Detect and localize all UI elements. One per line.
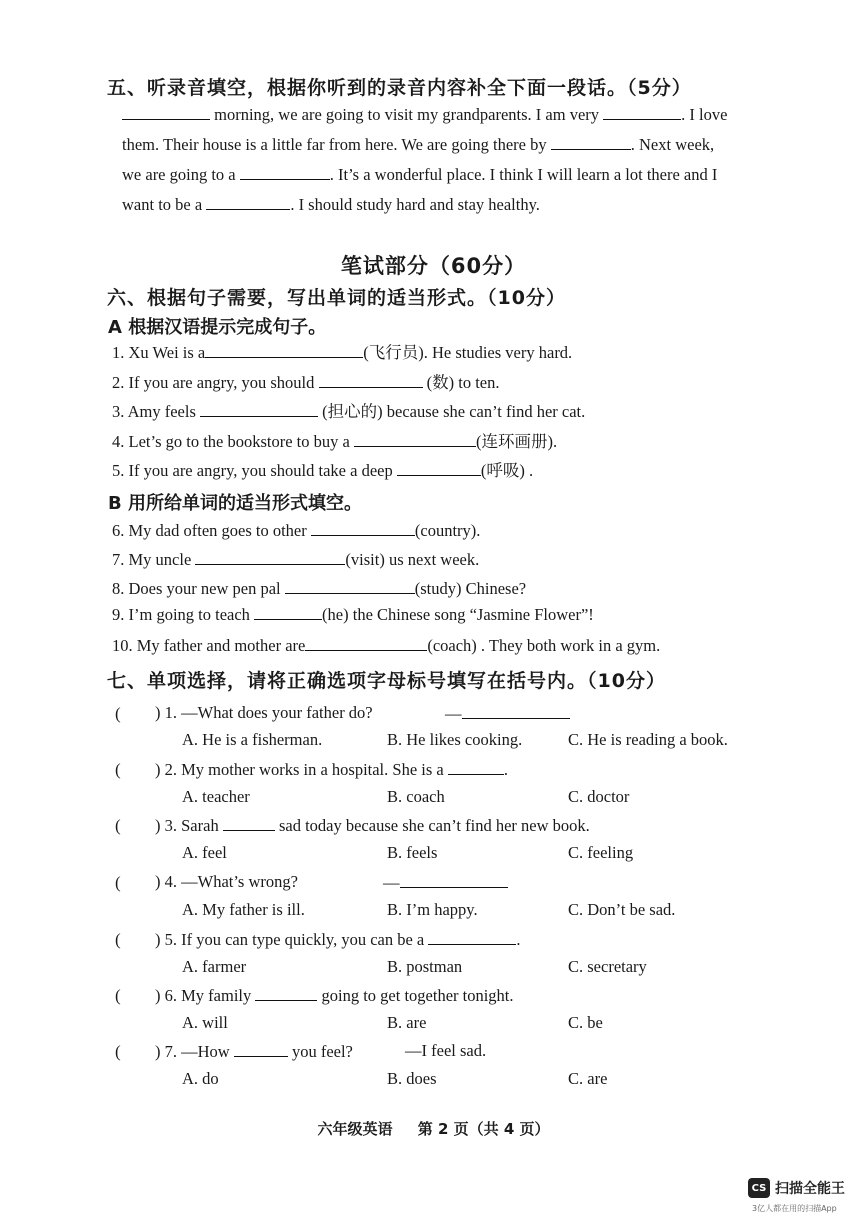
answer-blank[interactable] xyxy=(311,520,415,536)
answer-blank[interactable] xyxy=(551,134,631,150)
answer-blank[interactable] xyxy=(603,104,681,120)
answer-blank[interactable] xyxy=(400,872,508,888)
question-text: (coach) . They both work in a gym. xyxy=(427,636,661,655)
question-text: 10. My father and mother are xyxy=(112,636,306,655)
answer-blank[interactable] xyxy=(354,431,476,447)
question-text: ) 3. Sarah xyxy=(155,816,219,835)
answer-blank[interactable] xyxy=(223,815,275,831)
passage-text: . Next week, xyxy=(630,135,715,154)
option-a[interactable]: A. will xyxy=(182,1013,228,1032)
option-c[interactable]: C. are xyxy=(568,1069,608,1088)
question-text: going to get together tonight. xyxy=(321,986,514,1005)
section-5-line-4 xyxy=(122,194,540,215)
option-b[interactable]: B. coach xyxy=(387,787,445,806)
question-text: ) 7. —How xyxy=(155,1042,230,1061)
answer-blank[interactable] xyxy=(255,985,317,1001)
passage-text: morning, we are going to visit my grandparents. I am very xyxy=(214,105,600,124)
option-b[interactable]: B. feels xyxy=(387,843,438,862)
section-6-heading: 六、根据句子需要，写出单词的适当形式。（10分） xyxy=(107,287,566,309)
mcq-5 xyxy=(155,929,521,950)
option-c[interactable]: C. doctor xyxy=(568,787,630,806)
answer-blank[interactable] xyxy=(234,1041,288,1057)
answer-blank[interactable] xyxy=(462,703,570,719)
option-c[interactable]: C. feeling xyxy=(568,843,634,862)
question-text: (飞行员). He studies very hard. xyxy=(363,343,573,362)
question-text: . xyxy=(516,930,521,949)
answer-blank[interactable] xyxy=(200,401,318,417)
dash-text: — xyxy=(383,873,400,892)
question-a3 xyxy=(112,401,585,422)
question-a2 xyxy=(112,372,500,393)
written-part-title: 笔试部分（60分） xyxy=(340,254,527,278)
question-text: (country). xyxy=(414,521,481,540)
option-a[interactable]: A. My father is ill. xyxy=(182,900,305,919)
answer-paren[interactable]: ( xyxy=(115,816,121,835)
option-c[interactable]: C. Don’t be sad. xyxy=(568,900,676,919)
question-a4 xyxy=(112,431,557,452)
section-5-heading: 五、听录音填空，根据你听到的录音内容补全下面一段话。（5分） xyxy=(107,77,692,99)
answer-blank[interactable] xyxy=(428,929,516,945)
mcq-1 xyxy=(155,703,373,723)
section-5-line-1 xyxy=(122,104,727,125)
question-text: (数) to ten. xyxy=(426,373,500,392)
question-text: you feel? xyxy=(291,1042,353,1061)
answer-blank[interactable] xyxy=(254,604,322,620)
question-text: 8. Does your new pen pal xyxy=(112,579,281,598)
part-a-heading: A 根据汉语提示完成句子。 xyxy=(108,317,327,338)
question-text: (visit) us next week. xyxy=(345,550,480,569)
passage-text: we are going to a xyxy=(122,165,236,184)
option-b[interactable]: B. I’m happy. xyxy=(387,900,478,919)
passage-text: . I love xyxy=(681,105,728,124)
question-b7 xyxy=(112,549,479,570)
option-a[interactable]: A. teacher xyxy=(182,787,250,806)
section-5-line-3 xyxy=(122,164,717,185)
answer-blank[interactable] xyxy=(122,104,210,120)
question-text: (study) Chinese? xyxy=(414,579,527,598)
question-text: 7. My uncle xyxy=(112,550,192,569)
option-a[interactable]: A. do xyxy=(182,1069,219,1088)
camscanner-logo-icon: CS xyxy=(748,1178,770,1198)
question-b6 xyxy=(112,520,480,541)
question-text: ) 4. —What’s wrong? xyxy=(155,872,298,891)
answer-paren[interactable]: ( xyxy=(115,873,121,892)
option-b[interactable]: B. are xyxy=(387,1013,427,1032)
question-text: ) 5. If you can type quickly, you can be a xyxy=(155,930,425,949)
passage-text: . It’s a wonderful place. I think I will learn a lot there and I xyxy=(329,165,718,184)
question-text: 3. Amy feels xyxy=(112,402,196,421)
option-a[interactable]: A. He is a fisherman. xyxy=(182,730,323,749)
question-b8 xyxy=(112,578,526,599)
mcq-6 xyxy=(155,985,514,1006)
question-b9 xyxy=(112,604,594,625)
question-text: (担心的) because she can’t find her cat. xyxy=(322,402,586,421)
question-text: 5. If you are angry, you should take a deep xyxy=(112,461,393,480)
answer-blank[interactable] xyxy=(305,635,427,651)
watermark-tagline: 3亿人都在用的扫描App xyxy=(752,1204,837,1213)
answer-paren[interactable]: ( xyxy=(115,760,121,779)
question-text: ) 6. My family xyxy=(155,986,252,1005)
passage-text: them. Their house is a little far from here. We are going there by xyxy=(122,135,547,154)
question-b10 xyxy=(112,635,660,656)
question-a5 xyxy=(112,460,533,481)
question-text: ) 2. My mother works in a hospital. She is a xyxy=(155,760,444,779)
footer-page-number: 第 2 页（共 4 页） xyxy=(417,1120,550,1138)
section-5-line-2 xyxy=(122,134,714,155)
option-c[interactable]: C. secretary xyxy=(568,957,647,976)
option-b[interactable]: B. postman xyxy=(387,957,463,976)
footer-subject: 六年级英语 xyxy=(317,1120,393,1138)
option-b[interactable]: B. He likes cooking. xyxy=(387,730,523,749)
question-text: . xyxy=(503,760,508,779)
question-text: 2. If you are angry, you should xyxy=(112,373,315,392)
answer-blank[interactable] xyxy=(448,759,504,775)
watermark-app-name: 扫描全能王 xyxy=(775,1181,845,1197)
answer-blank[interactable] xyxy=(285,578,415,594)
question-text: (连环画册). xyxy=(475,432,558,451)
passage-text: . I should study hard and stay healthy. xyxy=(290,195,540,214)
answer-paren[interactable]: ( xyxy=(115,930,121,949)
option-a[interactable]: A. farmer xyxy=(182,957,247,976)
mcq-3 xyxy=(155,815,590,836)
scanner-watermark xyxy=(748,1178,845,1198)
question-text: 6. My dad often goes to other xyxy=(112,521,307,540)
question-text: (呼吸) . xyxy=(480,461,534,480)
answer-paren[interactable]: ( xyxy=(115,1042,121,1061)
mcq-4 xyxy=(155,872,298,892)
section-7-heading: 七、单项选择，请将正确选项字母标号填写在括号内。（10分） xyxy=(107,670,666,692)
mcq-7 xyxy=(155,1041,353,1062)
dash-text: — xyxy=(445,704,462,723)
answer-blank[interactable] xyxy=(195,549,345,565)
page-footer xyxy=(0,1118,867,1139)
option-c[interactable]: C. He is reading a book. xyxy=(568,730,728,749)
passage-text: want to be a xyxy=(122,195,203,214)
mcq-4-answer xyxy=(383,872,508,893)
answer-blank[interactable] xyxy=(240,164,330,180)
answer-blank[interactable] xyxy=(206,194,290,210)
question-a1 xyxy=(112,342,572,363)
question-text: sad today because she can’t find her new book. xyxy=(278,816,590,835)
part-b-heading: B 用所给单词的适当形式填空。 xyxy=(108,493,362,514)
mcq-2 xyxy=(155,759,508,780)
option-c[interactable]: C. be xyxy=(568,1013,603,1032)
mcq-7-answer: —I feel sad. xyxy=(405,1041,487,1060)
question-text: 9. I’m going to teach xyxy=(112,605,250,624)
option-b[interactable]: B. does xyxy=(387,1069,437,1088)
mcq-1-answer xyxy=(445,703,570,724)
answer-blank[interactable] xyxy=(397,460,481,476)
answer-paren[interactable]: ( xyxy=(115,704,121,723)
question-text: (he) the Chinese song “Jasmine Flower”! xyxy=(322,605,594,624)
answer-blank[interactable] xyxy=(205,342,363,358)
question-text: 4. Let’s go to the bookstore to buy a xyxy=(112,432,350,451)
question-text: 1. Xu Wei is a xyxy=(112,343,206,362)
answer-paren[interactable]: ( xyxy=(115,986,121,1005)
option-a[interactable]: A. feel xyxy=(182,843,227,862)
answer-blank[interactable] xyxy=(319,372,423,388)
question-text: ) 1. —What does your father do? xyxy=(155,703,373,722)
